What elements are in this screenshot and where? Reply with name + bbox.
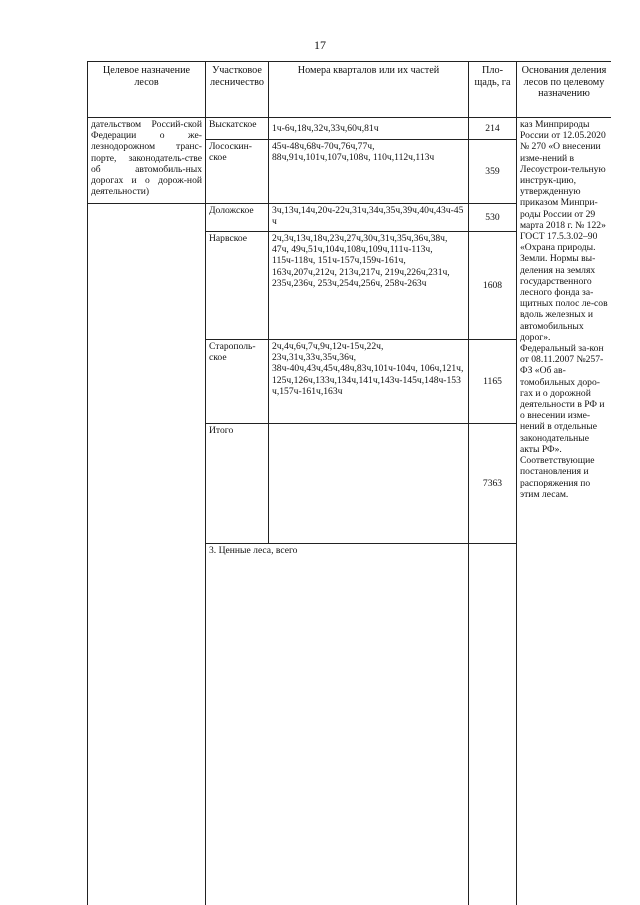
quarters-cell: 2ч,3ч,13ч,18ч,23ч,27ч,30ч,31ч,35ч,36ч,38ч, 47ч, 49ч,51ч,104ч,108ч,109ч,111ч-113ч, 115ч-118ч, 151ч-157ч,159ч-161ч, 163ч,207ч,212ч, 213ч,217ч, 219ч,226ч,231ч, 235ч,236ч, 253ч,254ч,256ч, 258ч-263ч <box>269 232 469 340</box>
quarters-cell: 45ч-48ч,68ч-70ч,76ч,77ч, 88ч,91ч,101ч,107ч,108ч, 110ч,112ч,113ч <box>269 140 469 204</box>
forest-purpose-table <box>87 61 611 905</box>
forestry-cell: Выскатское <box>206 118 269 140</box>
basis-cell: каз Минприроды России от 12.05.2020 № 270 «О внесении изме-нений в Лесоустрои-тельную инструк-цию, утвержденную приказом Минпри-роды России от 29 марта 2018 г. № 122» ГОСТ 17.5.3.02–90 «Охрана природы. Земли. Нормы вы-деления на землях государственного лесного фонда за-щитных полос ле-сов вдоль железных и автомобильных дорог». Федеральный за-кон от 08.11.2007 №257-ФЗ «Об ав-томобильных доро-гах и о дорожной деятельности в РФ и о внесении изме-нений в отдельные законодательные акты РФ». Соответствующие постановления и распоряжения по этим лесам. <box>517 118 612 905</box>
area-cell: 530 <box>469 204 517 232</box>
area-cell: 1608 <box>469 232 517 340</box>
page-number: 17 <box>314 38 326 52</box>
header-quarters: Номера кварталов или их частей <box>269 62 469 118</box>
forestry-cell: Доложское <box>206 204 269 232</box>
forestry-cell: Лососкин-ское <box>206 140 269 204</box>
quarters-cell: 3ч,13ч,14ч,20ч-22ч,31ч,34ч,35ч,39ч,40ч,43ч-45ч <box>269 204 469 232</box>
purpose-cell: дательством Россий-ской Федерации о же-лезнодорожном транс-порте, законодатель-стве об автомобиль-ных дорогах и о дорож-ной деятельности) <box>88 118 206 204</box>
quarters-cell <box>469 544 517 905</box>
quarters-cell: 1ч-6ч,18ч,32ч,33ч,60ч,81ч <box>269 118 469 140</box>
area-cell: 1165 <box>469 340 517 424</box>
header-purpose: Целевое назначение лесов <box>88 62 206 118</box>
area-cell: 214 <box>469 118 517 140</box>
area-cell: 359 <box>469 140 517 204</box>
forestry-cell: Старополь-ское <box>206 340 269 424</box>
valuable-forests-label: 3. Ценные леса, всего <box>206 544 469 905</box>
table-row <box>88 118 612 140</box>
header-basis: Основания деления лесов по целевому назначению <box>517 62 612 118</box>
forestry-cell: Итого <box>206 424 269 544</box>
quarters-cell: 2ч,4ч,6ч,7ч,9ч,12ч-15ч,22ч, 23ч,31ч,33ч,35ч,36ч, 38ч-40ч,43ч,45ч,48ч,83ч,101ч-104ч, 106ч,121ч, 125ч,126ч,133ч,134ч,141ч,143ч-145ч,148ч-153ч,157ч-161ч,163ч <box>269 340 469 424</box>
header-area: Пло-щадь, га <box>469 62 517 118</box>
quarters-cell <box>269 424 469 544</box>
table-header-row <box>88 62 612 118</box>
area-cell: 7363 <box>469 424 517 544</box>
header-forestry: Участковое лесничество <box>206 62 269 118</box>
purpose-cell-continued <box>88 204 206 905</box>
table-frame <box>87 61 611 905</box>
forestry-cell: Нарвское <box>206 232 269 340</box>
